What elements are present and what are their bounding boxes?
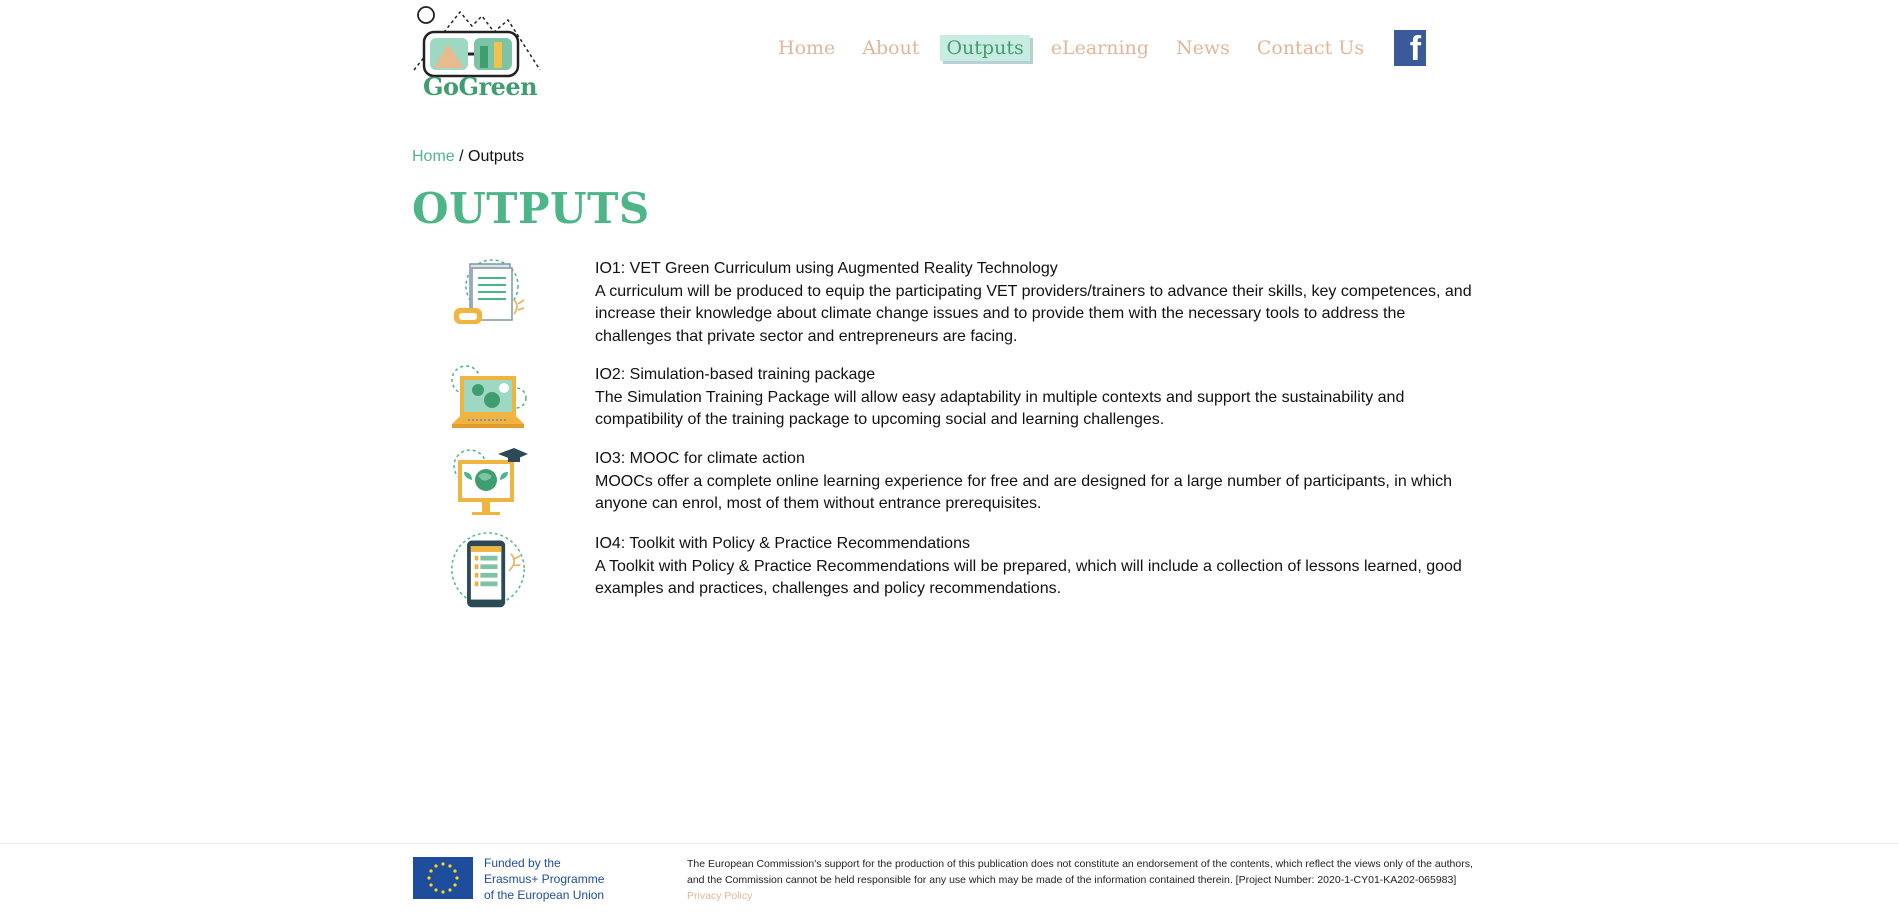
output-title: IO4: Toolkit with Policy & Practice Recommendations (595, 535, 970, 552)
eu-line: Erasmus+ Programme (484, 872, 605, 886)
laptop-simulation-icon (448, 362, 528, 442)
output-description: The Simulation Training Package will allow easy adaptability in multiple contexts and support the sustainability and compatibility of the training package to upcoming social and learning challenges. (595, 388, 1405, 428)
main-nav (778, 30, 1426, 66)
facebook-icon[interactable] (1394, 30, 1426, 66)
eu-funding-text (484, 855, 604, 903)
nav-news[interactable]: News (1175, 37, 1230, 59)
breadcrumb-home-link[interactable]: Home (412, 148, 455, 165)
nav-home[interactable]: Home (778, 37, 836, 59)
eu-flag-icon (413, 857, 473, 899)
footer-divider (0, 843, 1899, 844)
logo-text[interactable]: GoGreen (423, 72, 538, 101)
breadcrumb-current: Outputs (468, 148, 525, 165)
output-description: A Toolkit with Policy & Practice Recommendations will be prepared, which will include a collection of lessons learned, good examples and practices, challenges and policy recommendations. (595, 557, 1462, 597)
output-title: IO2: Simulation-based training package (595, 366, 876, 383)
nav-about[interactable]: About (862, 37, 920, 59)
output-description: MOOCs offer a complete online learning experience for free and are designed for a large number of participants, in which anyone can enrol, most of them without entrance prerequisites. (595, 472, 1453, 512)
nav-outputs[interactable]: Outputs (940, 35, 1029, 61)
output-text-io4 (595, 533, 1485, 601)
curriculum-document-icon (448, 256, 528, 336)
output-description: A curriculum will be produced to equip the participating VET providers/trainers to advance their skills, key competences, and increase their knowledge about climate change issues and to provide them with the necessary tools to address the challenges that private sector and entrepreneurs are facing. (595, 282, 1472, 345)
eu-line: of the European Union (484, 888, 605, 902)
breadcrumb (412, 148, 524, 166)
mooc-monitor-globe-icon (448, 446, 528, 526)
nav-contact-us[interactable]: Contact Us (1256, 37, 1365, 59)
output-title: IO1: VET Green Curriculum using Augmented Reality Technology (595, 260, 1058, 277)
nav-elearning[interactable]: eLearning (1050, 37, 1149, 59)
facebook-glyph: f (1409, 30, 1422, 68)
output-text-io3 (595, 448, 1485, 516)
output-text-io1 (595, 258, 1485, 348)
disclaimer-text: The European Commission's support for the production of this publication does not constitute an endorsement of the contents, which reflect the views only of the authors, and the Commission cannot be held responsible for any use which may be made of the information contained therein. [Project Number: 2020-1-CY01-KA202-065983] (687, 858, 1473, 886)
page-title: OUTPUTS (412, 184, 650, 233)
footer-disclaimer (687, 856, 1482, 904)
breadcrumb-separator: / (454, 148, 469, 165)
toolkit-tablet-icon (448, 531, 528, 611)
eu-line: Funded by the (484, 856, 561, 870)
output-text-io2 (595, 364, 1485, 432)
privacy-policy-link[interactable]: Privacy Policy (687, 890, 753, 902)
output-title: IO3: MOOC for climate action (595, 450, 805, 467)
